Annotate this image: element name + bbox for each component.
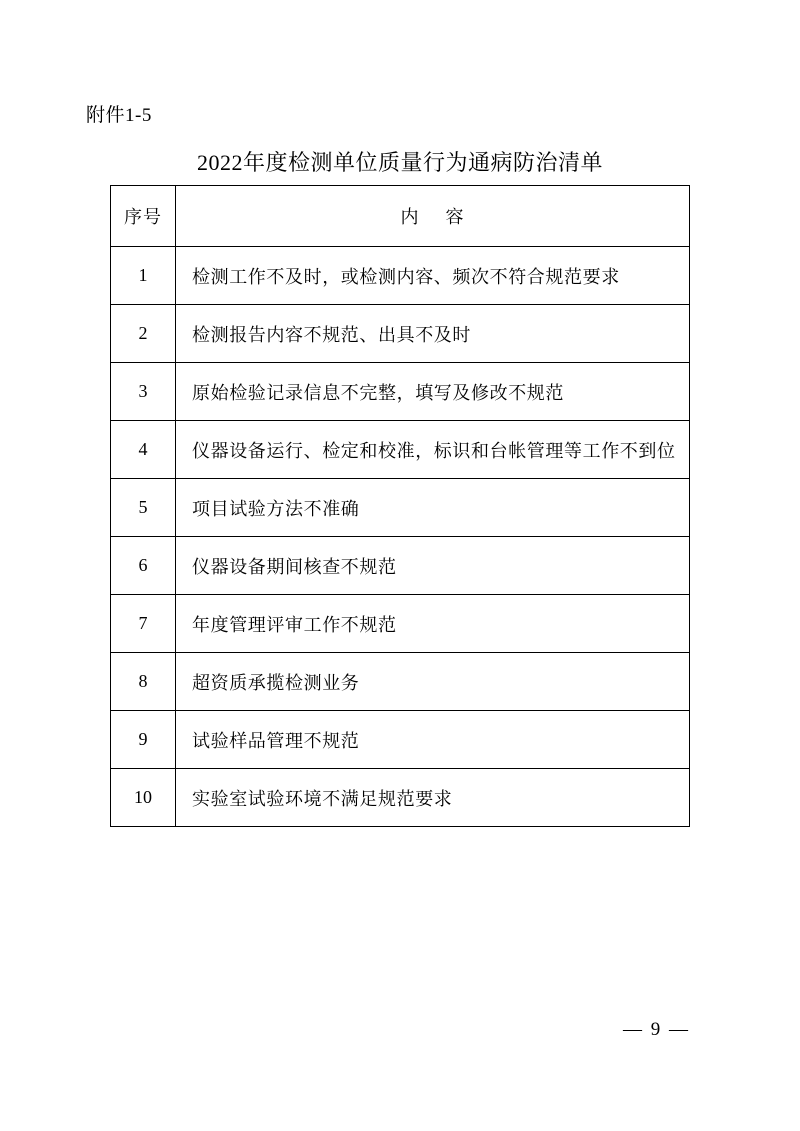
row-content: 年度管理评审工作不规范 <box>176 595 690 653</box>
table-row <box>111 305 690 363</box>
row-number: 5 <box>111 479 176 537</box>
quality-issues-table <box>110 185 690 827</box>
page-number: — 9 — <box>623 1019 690 1040</box>
row-content: 检测工作不及时，或检测内容、频次不符合规范要求 <box>176 247 690 305</box>
column-header-content-char1: 内 <box>400 207 420 227</box>
table-row <box>111 653 690 711</box>
attachment-label: 附件1-5 <box>86 105 152 126</box>
row-number: 8 <box>111 653 176 711</box>
row-content: 试验样品管理不规范 <box>176 711 690 769</box>
page-title: 2022年度检测单位质量行为通病防治清单 <box>196 150 603 175</box>
table-row <box>111 769 690 827</box>
table-row <box>111 711 690 769</box>
table-header <box>111 186 690 247</box>
row-number: 7 <box>111 595 176 653</box>
table-body <box>111 247 690 827</box>
row-number: 10 <box>111 769 176 827</box>
row-number: 9 <box>111 711 176 769</box>
row-content: 仪器设备期间核查不规范 <box>176 537 690 595</box>
row-content: 仪器设备运行、检定和校准，标识和台帐管理等工作不到位 <box>176 421 690 479</box>
row-number: 2 <box>111 305 176 363</box>
listing-table-container <box>110 185 690 827</box>
table-row <box>111 479 690 537</box>
row-number: 6 <box>111 537 176 595</box>
row-number: 3 <box>111 363 176 421</box>
row-number: 4 <box>111 421 176 479</box>
row-content: 项目试验方法不准确 <box>176 479 690 537</box>
column-header-content <box>176 186 690 247</box>
table-row <box>111 363 690 421</box>
row-number: 1 <box>111 247 176 305</box>
table-row <box>111 247 690 305</box>
column-header-content-char2: 容 <box>445 207 465 227</box>
table-header-row <box>111 186 690 247</box>
table-row <box>111 595 690 653</box>
table-row <box>111 537 690 595</box>
column-header-no: 序号 <box>111 186 176 247</box>
table-row <box>111 421 690 479</box>
row-content: 检测报告内容不规范、出具不及时 <box>176 305 690 363</box>
row-content: 实验室试验环境不满足规范要求 <box>176 769 690 827</box>
row-content: 原始检验记录信息不完整，填写及修改不规范 <box>176 363 690 421</box>
row-content: 超资质承揽检测业务 <box>176 653 690 711</box>
